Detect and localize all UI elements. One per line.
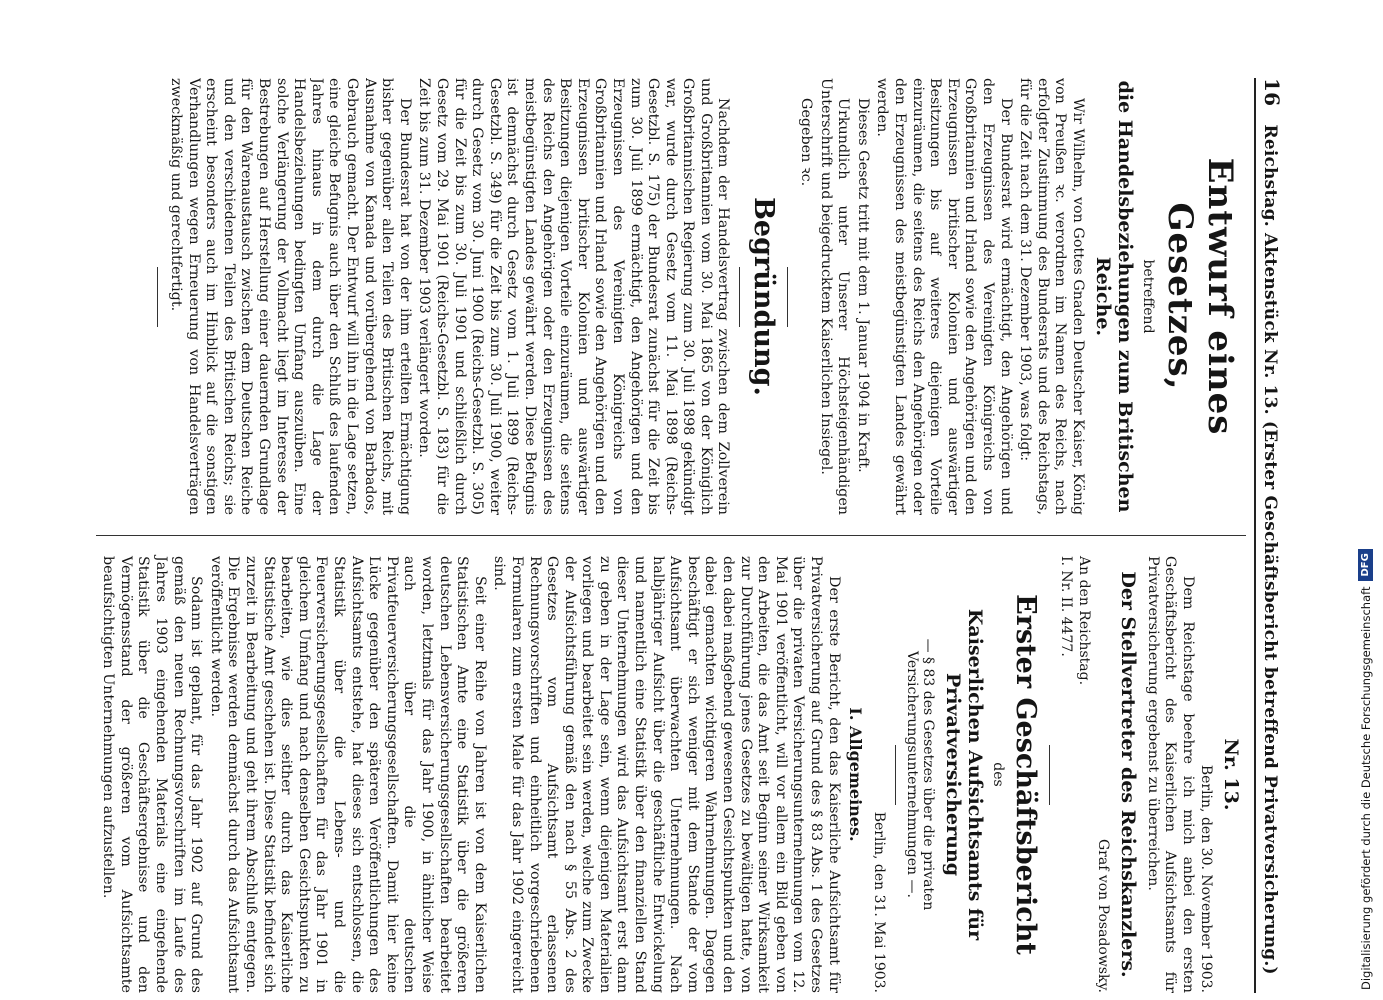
begruendung-paragraph-1: Nachdem der Handelsvertrag zwischen dem Zollverein und Großbritannien vom 30. Mai 1865 von der Königlich Großbritannischen Regierung zum 30. Juli 1898 gekündigt war, wurde durch Gesetz vom 11. Mai 1898 (Reichs-Gesetzbl. S. 175) der Bundesrat zunächst für die Zeit bis zum 30. Juli 1899 ermächtigt, den Angehörigen und den Erzeugnissen des Vereinigten Königreichs von Großbritannien und Irland sowie den Angehörigen und den Erzeugnissen britischer Kolonien und auswärtiger Besitzungen diejenigen Vorteile einzuräumen, die seitens des Reichs den Angehörigen oder den Erzeugnissen des meistbegünstigten Landes gewährt werden. Diese Befugnis ist demnächst durch Gesetz vom 1. Juli 1899 (Reichs-Gesetzbl. S. 349) für die Zeit bis zum 30. Juli 1900, weiter durch Gesetz vom 30. Juni 1900 (Reichs-Gesetzbl. S. 305) für die Zeit bis zum 30. Juli 1901 und schließlich durch Gesetz vom 29. Mai 1901 (Reichs-Gesetzbl. S. 183) für die Zeit bis zum 31. Dezember 1903 verlängert worden. xyxy=(416,78,732,515)
right-column xyxy=(86,548,1246,993)
bill-paragraph-4: Gegeben ꝛc. xyxy=(798,98,815,187)
begruendung-paragraph-2: Der Bundesrat hat von der ihm erteilten Ermächtigung bisher gegenüber allen Teilen des Britischen Reichs, mit Ausnahme von Kanada und vorübergehend von Barbados, Gebrauch gemacht. Der Entwurf will ihn in die Lage setzen, eine gleiche Befugnis auch über den Schluß des laufenden Jahres hinaus in dem durch die Lage der Handelsbeziehungen bedingten Umfang auszuüben. Eine solche Verlängerung der Vollmacht liegt im Interesse der Bestrebungen auf Herstellung einer dauernden Grundlage für den Warenaustausch zwischen dem Deutschen Reiche und den verschiedenen Teilen des Britischen Reichs; sie erscheint besonders auch im Hinblick auf die sonstigen Verhandlungen wegen Erneuerung von Handelsverträgen zweckmäßig und gerechtfertigt. xyxy=(168,78,413,515)
divider xyxy=(788,267,789,327)
des-label: des xyxy=(989,762,1006,787)
dfg-logo-icon: DFG xyxy=(1358,549,1373,580)
sender-title: Der Stellvertreter des Reichskanzlers. xyxy=(1117,571,1140,978)
report-paragraph-2: Seit einer Reihe von Jahren ist von dem Kaiserlichen Statistischen Amte eine Statistik über die größeren deutschen Lebensversicherungsgesellschaften bearbeitet worden, letztmals für das Jahr 1900, in ähnlicher Weise auch über die deutschen Privatfeuerversicherungsgesellschaften. Damit hier keine Lücke gegenüber den späteren Veröffentlichungen des Aufsichtsamts entstehe, hat dieses sich entschlossen, die Statistik über die Lebens- und die Feuerversicherungsgesellschaften für das Jahr 1901 in gleichem Umfang und nach denselben Gesichtspunkten zu bearbeiten, wie dies seither durch das Kaiserliche Statistische Amt geschehen ist. Diese Statistik befindet sich zurzeit in Bearbeitung und geht ihrem Abschluß entgegen. Die Ergebnisse werden demnächst durch das Aufsichtsamt veröffentlicht werden. xyxy=(207,556,488,993)
bill-paragraph-1: Der Bundesrat wird ermächtigt, den Angehörigen und den Erzeugnissen des Vereinigten Königreichs von Großbritannien und Irland sowie den Angehörigen und den Erzeugnissen britischer Kolonien und auswärtiger Besitzungen bis auf weiteres diejenigen Vorteile einzuräumen, die seitens des Reichs den Angehörigen oder den Erzeugnissen des meistbegünstigten Landes gewährt werden. xyxy=(874,78,1014,515)
betreffend-label: betreffend xyxy=(1140,259,1156,334)
report-note: — § 83 des Gesetzes über die privaten Versicherungsunternehmungen —. xyxy=(903,638,936,911)
page-number: 16 xyxy=(1260,78,1284,107)
begruendung-title: Begründung. xyxy=(748,197,780,396)
section-heading: I. Allgemeines. xyxy=(845,707,865,842)
column-divider xyxy=(96,535,1246,536)
digitization-note: Digitalisierung gefördert durch die Deutsche Forschungsgemeinschaft xyxy=(1358,586,1373,990)
document-number: Nr. 13. xyxy=(1220,738,1242,811)
report-date: Berlin, den 31. Mai 1903. xyxy=(870,811,887,993)
bill-paragraph-2: Dieses Gesetz tritt mit dem 1. Januar 1904 in Kraft. xyxy=(854,98,871,473)
report-paragraph-1: Der erste Bericht, den das Kaiserliche Aufsichtsamt für Privatversicherung auf Grund des § 83 Abs. 1 des Gesetzes über die privaten Versicherungsunternehmungen vom 12. Mai 1901 veröffentlicht, will vor allem ein Bild geben von den Arbeiten, die das Amt seit Beginn seiner Wirksamkeit zur Durchführung jenes Gesetzes zu bewältigen hatte, von den dabei maßgebend gewesenen Gesichtspunkten und den dabei gemachten wichtigeren Wahrnehmungen. Dagegen beschäftigt er sich weniger mit dem Stande der vom Aufsichtsamt überwachten Unternehmungen. Nach halbjähriger Aufsicht über die geschäftliche Entwickelung und namentlich eine Statistik über den finanziellen Stand dieser Unternehmungen wird das Aufsichtsamt erst dann zu geben in der Lage sein, wenn diejenigen Materialien vorliegen und bearbeitet sein werden, welche zum Zwecke der Aufsichtsführung gemäß den nach § 55 Abs. 2 des Gesetzes vom Aufsichtsamt erlassenen Rechnungsvorschriften und einheitlich vorgeschriebenen Formularen zum ersten Male für das Jahr 1902 eingereicht sind. xyxy=(491,556,842,993)
divider xyxy=(1049,745,1050,805)
rotated-document-page xyxy=(80,78,1290,993)
cover-letter: Dem Reichstage beehre ich mich anbei den ersten Geschäftsbericht des Kaiserlichen Aufsichtsamts für Privatversicherung ergebenst zu überreichen. xyxy=(1144,556,1196,993)
bill-subtitle: die Handelsbeziehungen zum Britischen Reiche. xyxy=(1092,80,1136,513)
sender-name: Graf von Posadowsky. xyxy=(1095,838,1112,993)
reference-number: I. Nr. II. 4477. xyxy=(1057,556,1074,657)
report-subtitle: Kaiserlichen Aufsichtsamts für Privatversicherung xyxy=(941,608,986,941)
addressee: An den Reichstag. xyxy=(1075,556,1092,686)
left-column xyxy=(86,78,1246,523)
divider xyxy=(158,267,159,327)
digitization-credit xyxy=(1358,0,1373,990)
page-header xyxy=(1254,78,1290,993)
running-head: Reichstag. Aktenstück Nr. 13. (Erster Geschäftsbericht betreffend Privatversicherung.) xyxy=(1260,124,1280,975)
report-paragraph-3: Sodann ist geplant, für das Jahr 1902 auf Grund des gemäß den neuen Rechnungsvorschriften im Laufe des Jahres 1903 eingehenden Materials eine eingehende Statistik über die Geschäftsergebnisse und den Vermögensstand der größeren vom Aufsichtsamte beaufsichtigten Unternehmungen aufzustellen. xyxy=(100,556,205,993)
bill-preamble: Wir Wilhelm, von Gottes Gnaden Deutscher Kaiser, König von Preußen ꝛc. verordnen im Namen des Reichs, nach erfolgter Zustimmung des Bundesrats und des Reichstags, für die Zeit nach dem 31. Dezember 1903, was folgt: xyxy=(1017,78,1086,515)
report-title: Erster Geschäftsbericht xyxy=(1009,594,1041,955)
divider xyxy=(740,267,741,327)
bill-paragraph-3: Urkundlich unter Unserer Höchsteigenhändigen Unterschrift und beigedrucktem Kaiserlichen Insiegel. xyxy=(817,78,852,515)
divider xyxy=(895,745,896,805)
cover-date: Berlin, den 30. November 1903. xyxy=(1198,764,1214,993)
bill-title: Entwurf eines Gesetzes, xyxy=(1160,157,1240,436)
